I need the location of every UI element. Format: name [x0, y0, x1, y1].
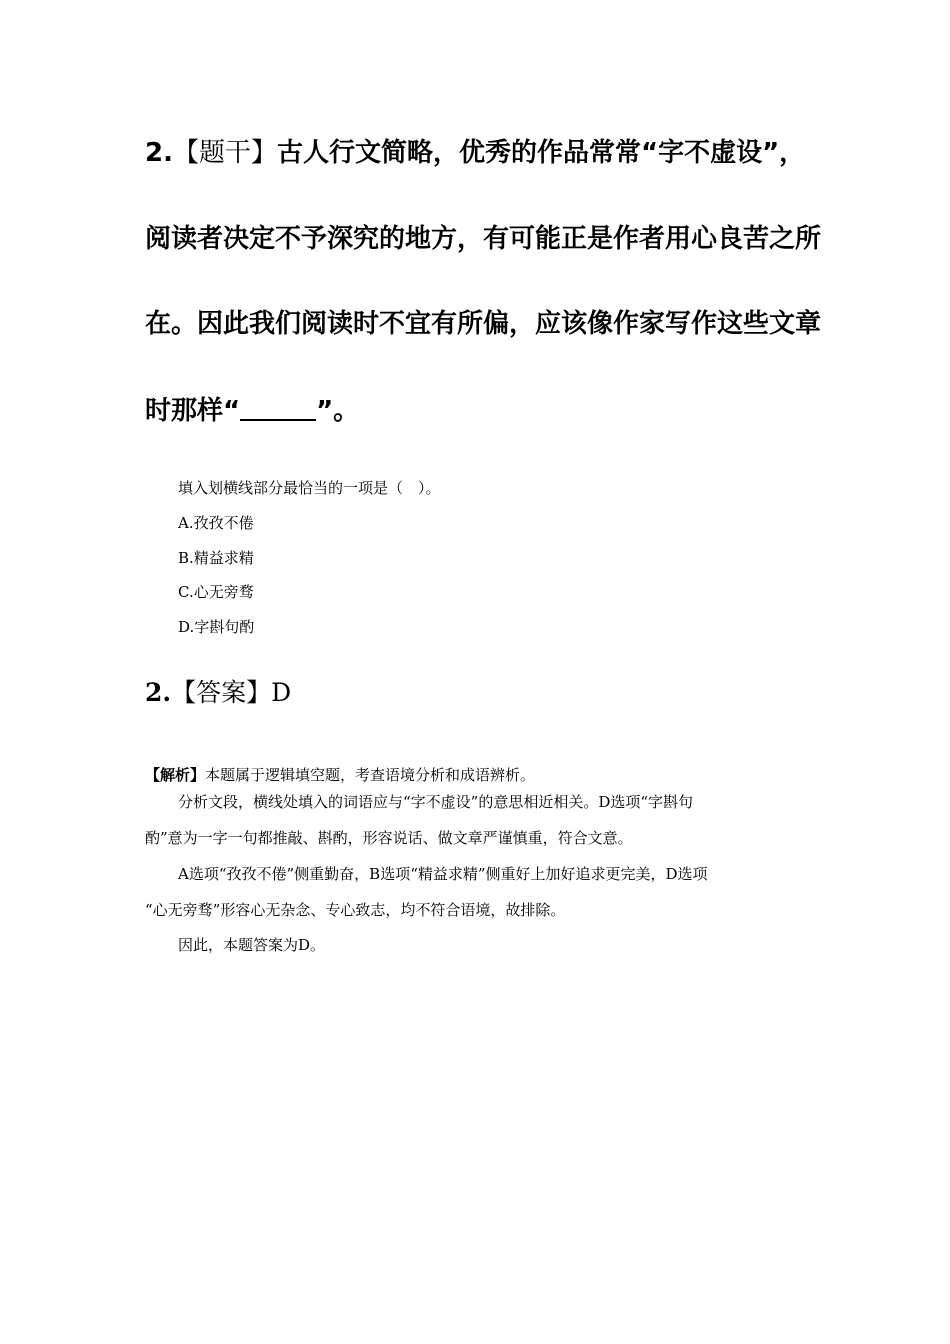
analysis-paragraph-1-line-1: 分析文段，横线处填入的词语应与“字不虚设”的意思相近相关。D选项“字斟句 — [178, 793, 694, 811]
analysis-heading — [145, 765, 535, 785]
option-c: C.心无旁骛 — [178, 583, 254, 601]
question-stem-line-4 — [145, 393, 815, 428]
analysis-paragraph-2-line-2: “心无旁骛”形容心无杂念、专心致志，均不符合语境，故排除。 — [145, 901, 566, 919]
question-tag: 【题干】 — [172, 138, 277, 168]
stem-text-4: 时那样“ — [145, 396, 241, 426]
question-stem-line-3 — [145, 307, 822, 341]
fill-in-blank — [240, 393, 316, 421]
stem-end: ”。 — [316, 396, 360, 426]
question-number: 2. — [145, 138, 173, 168]
answer-number: 2. — [145, 678, 172, 707]
analysis-label: 【解析】 — [145, 766, 206, 784]
answer-line — [145, 676, 291, 710]
question-stem-line-1 — [145, 136, 815, 170]
stem-text-1: 古人行文简略，优秀的作品常常“字不虚设”， — [276, 138, 806, 168]
question-stem-line-2 — [145, 222, 822, 256]
analysis-intro: 本题属于逻辑填空题，考查语境分析和成语辨析。 — [205, 766, 536, 784]
analysis-conclusion: 因此，本题答案为D。 — [178, 936, 326, 954]
stem-text-3: 在。因此我们阅读时不宜有所偏，应该像作家写作这些文章 — [145, 309, 822, 339]
option-b: B.精益求精 — [178, 549, 254, 567]
stem-text-2: 阅读者决定不予深究的地方，有可能正是作者用心良苦之所 — [145, 224, 822, 254]
analysis-paragraph-1-line-2: 酌”意为一字一句都推敲、斟酌，形容说话、做文章严谨慎重，符合文意。 — [145, 829, 633, 847]
answer-tag: 【答案】 — [171, 678, 272, 707]
analysis-paragraph-2-line-1: A选项“孜孜不倦”侧重勤奋，B选项“精益求精”侧重好上加好追求更完美，D选项 — [178, 865, 708, 883]
option-a: A.孜孜不倦 — [178, 514, 254, 532]
option-d: D.字斟句酌 — [178, 618, 255, 636]
question-prompt: 填入划横线部分最恰当的一项是（ ）。 — [178, 479, 441, 497]
answer-value: D — [271, 678, 292, 707]
